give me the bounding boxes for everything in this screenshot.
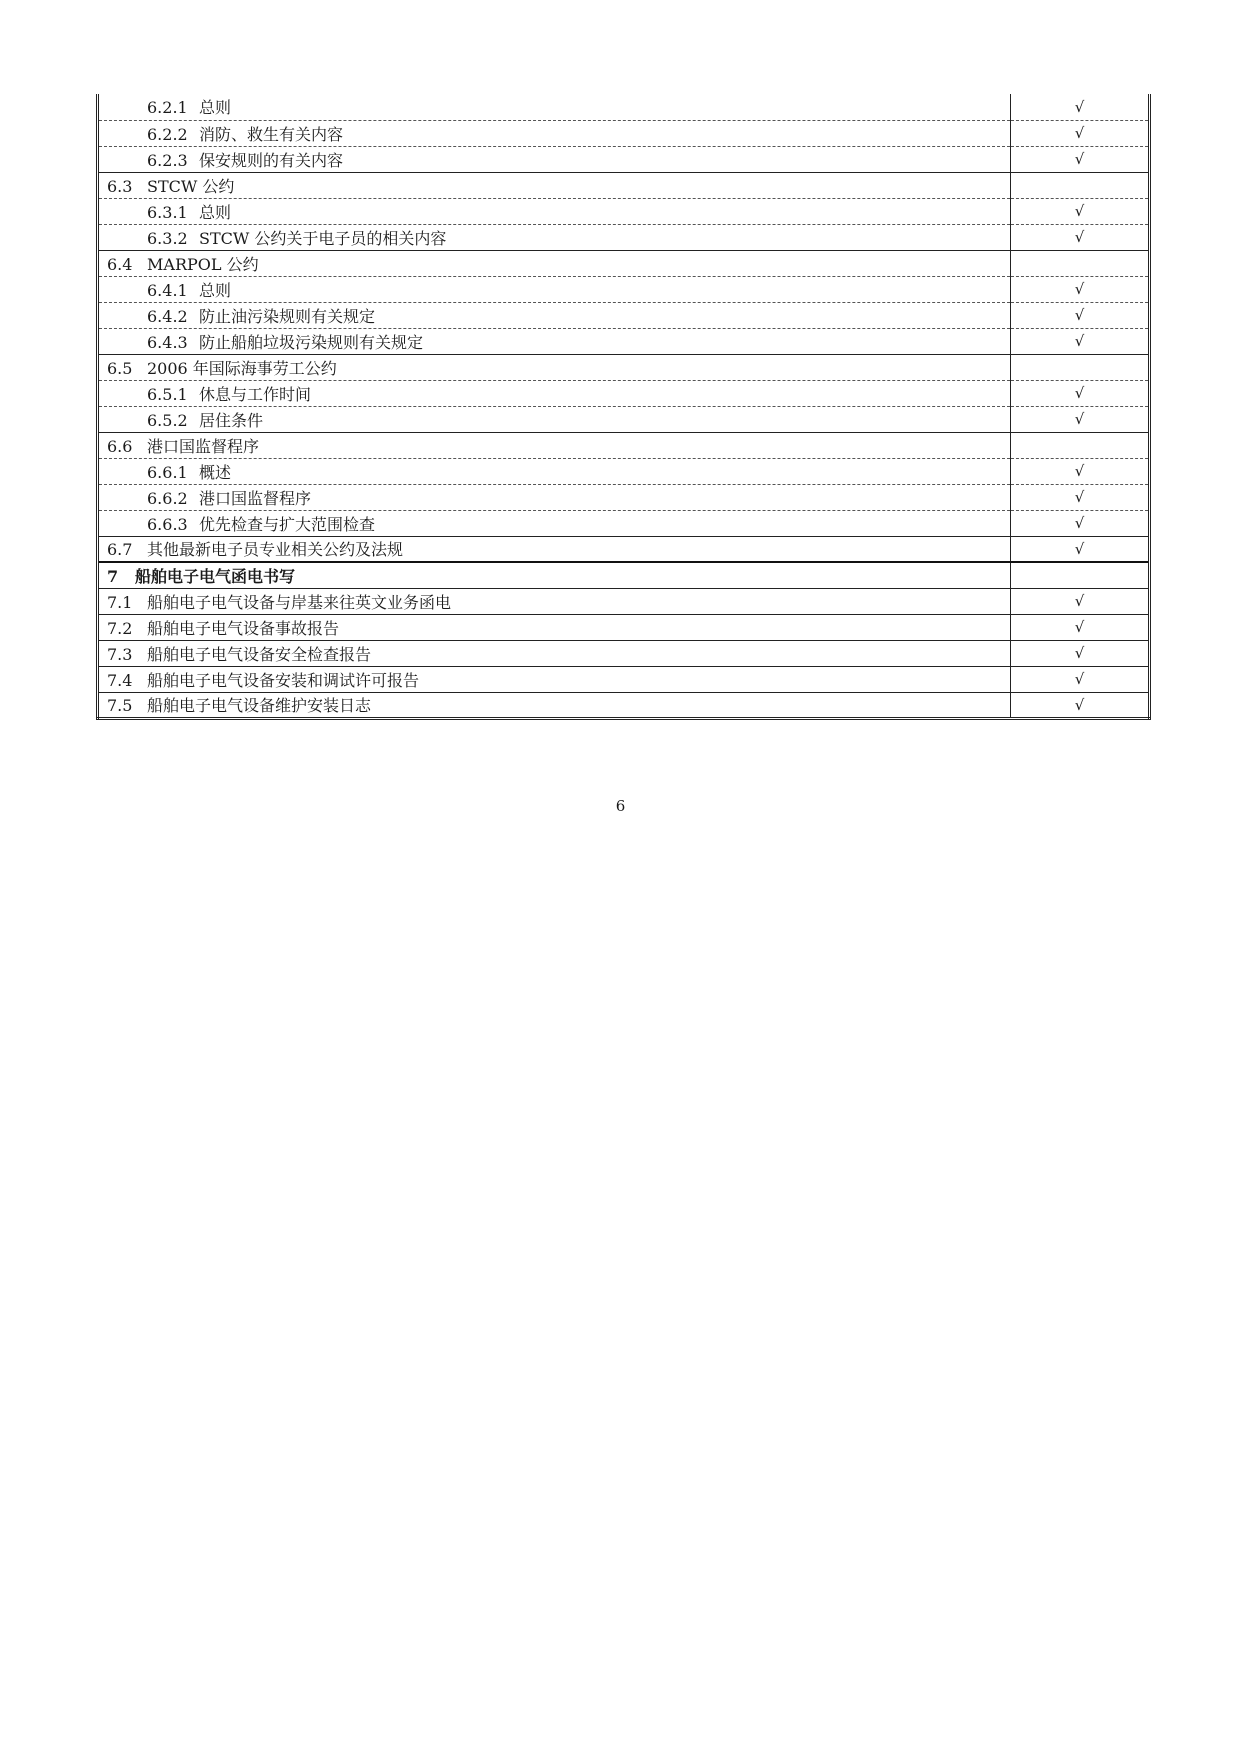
section-number: 6.2.3 [147, 150, 188, 170]
table-row [98, 406, 1150, 432]
row-title-cell [98, 354, 1011, 380]
section-number: 6.4 [107, 254, 133, 274]
page-number: 6 [615, 797, 626, 815]
section-title: 船舶电子电气设备维护安装日志 [147, 696, 372, 715]
section-number: 6.5.2 [147, 410, 188, 430]
check-mark: √ [1011, 120, 1150, 146]
check-mark: √ [1011, 692, 1150, 718]
check-mark: √ [1011, 510, 1150, 536]
table-row [98, 354, 1150, 380]
check-mark [1011, 250, 1150, 276]
section-title: MARPOL 公约 [147, 254, 259, 274]
row-title-cell [98, 146, 1011, 172]
check-mark: √ [1011, 666, 1150, 692]
section-number: 6.6.2 [147, 488, 188, 508]
section-number: 6.4.1 [147, 280, 188, 300]
section-title: 防止船舶垃圾污染规则有关规定 [199, 332, 424, 352]
syllabus-table-body [98, 94, 1150, 718]
section-title: 消防、救生有关内容 [199, 124, 344, 144]
table-row [98, 510, 1150, 536]
row-title-cell [98, 250, 1011, 276]
section-number: 7.2 [107, 618, 133, 638]
table-row [98, 198, 1150, 224]
check-mark [1011, 172, 1150, 198]
section-number: 6.6.3 [147, 514, 188, 534]
row-title-cell [98, 510, 1011, 536]
row-title-cell [98, 302, 1011, 328]
check-mark: √ [1011, 458, 1150, 484]
row-title-cell [98, 484, 1011, 510]
section-number: 7.4 [107, 670, 133, 690]
section-title: 其他最新电子员专业相关公约及法规 [147, 540, 404, 560]
section-title: 优先检查与扩大范围检查 [199, 514, 376, 534]
row-title-cell [98, 120, 1011, 146]
check-mark: √ [1011, 406, 1150, 432]
section-title: 船舶电子电气设备安装和调试许可报告 [147, 670, 420, 690]
section-number: 6.6.1 [147, 462, 188, 482]
section-title: 2006 年国际海事劳工公约 [147, 358, 337, 378]
table-row [98, 146, 1150, 172]
check-mark: √ [1011, 380, 1150, 406]
section-title: 总则 [199, 280, 232, 300]
check-mark: √ [1011, 536, 1150, 562]
section-title: 船舶电子电气设备与岸基来往英文业务函电 [147, 592, 452, 612]
check-mark: √ [1011, 328, 1150, 354]
section-title: 居住条件 [199, 410, 264, 430]
table-row [98, 562, 1150, 588]
row-title-cell [98, 692, 1011, 718]
section-number: 6.4.3 [147, 332, 188, 352]
table-row [98, 224, 1150, 250]
table-row [98, 536, 1150, 562]
section-title: 港口国监督程序 [147, 436, 260, 456]
table-row [98, 692, 1150, 718]
check-mark: √ [1011, 94, 1150, 120]
check-mark: √ [1011, 302, 1150, 328]
check-mark: √ [1011, 640, 1150, 666]
table-row [98, 588, 1150, 614]
section-number: 6.7 [107, 540, 133, 560]
row-title-cell [98, 172, 1011, 198]
table-row [98, 250, 1150, 276]
table-row [98, 640, 1150, 666]
section-title: 船舶电子电气设备安全检查报告 [147, 644, 372, 664]
row-title-cell [98, 562, 1011, 588]
table-row [98, 276, 1150, 302]
check-mark [1011, 354, 1150, 380]
row-title-cell [98, 588, 1011, 614]
section-number: 7.3 [107, 644, 133, 664]
table-row [98, 432, 1150, 458]
section-title: 港口国监督程序 [199, 488, 312, 508]
check-mark: √ [1011, 614, 1150, 640]
section-number: 6.2.1 [147, 98, 188, 118]
row-title-cell [98, 198, 1011, 224]
table-row [98, 484, 1150, 510]
section-title: 概述 [199, 462, 232, 482]
syllabus-table [96, 94, 1151, 720]
section-number: 7.1 [107, 592, 133, 612]
row-title-cell [98, 432, 1011, 458]
section-title: STCW 公约 [147, 176, 235, 196]
row-title-cell [98, 666, 1011, 692]
row-title-cell [98, 224, 1011, 250]
check-mark: √ [1011, 484, 1150, 510]
row-title-cell [98, 536, 1011, 562]
section-title: STCW 公约关于电子员的相关内容 [199, 228, 447, 248]
table-row [98, 302, 1150, 328]
row-title-cell [98, 406, 1011, 432]
section-title: 休息与工作时间 [199, 384, 312, 404]
table-row [98, 666, 1150, 692]
row-title-cell [98, 94, 1011, 120]
section-number: 7 [107, 566, 119, 586]
check-mark: √ [1011, 198, 1150, 224]
section-number: 6.3 [107, 176, 133, 196]
section-number: 6.6 [107, 436, 133, 456]
row-title-cell [98, 640, 1011, 666]
row-title-cell [98, 614, 1011, 640]
row-title-cell [98, 328, 1011, 354]
table-row [98, 94, 1150, 120]
table-row [98, 380, 1150, 406]
check-mark: √ [1011, 224, 1150, 250]
row-title-cell [98, 458, 1011, 484]
section-number: 6.3.1 [147, 202, 188, 222]
check-mark [1011, 432, 1150, 458]
table-row [98, 614, 1150, 640]
section-number: 6.3.2 [147, 228, 188, 248]
check-mark: √ [1011, 146, 1150, 172]
section-title: 总则 [199, 98, 232, 118]
section-number: 6.2.2 [147, 124, 188, 144]
row-title-cell [98, 276, 1011, 302]
table-row [98, 172, 1150, 198]
section-number: 6.4.2 [147, 306, 188, 326]
table-row [98, 120, 1150, 146]
section-number: 7.5 [107, 696, 133, 715]
section-title: 船舶电子电气设备事故报告 [147, 618, 340, 638]
section-title: 保安规则的有关内容 [199, 150, 344, 170]
section-number: 6.5 [107, 358, 133, 378]
row-title-cell [98, 380, 1011, 406]
check-mark: √ [1011, 588, 1150, 614]
section-title: 船舶电子电气函电书写 [135, 566, 296, 586]
section-title: 防止油污染规则有关规定 [199, 306, 376, 326]
table-row [98, 458, 1150, 484]
check-mark [1011, 562, 1150, 588]
section-title: 总则 [199, 202, 232, 222]
table-row [98, 328, 1150, 354]
check-mark: √ [1011, 276, 1150, 302]
section-number: 6.5.1 [147, 384, 188, 404]
